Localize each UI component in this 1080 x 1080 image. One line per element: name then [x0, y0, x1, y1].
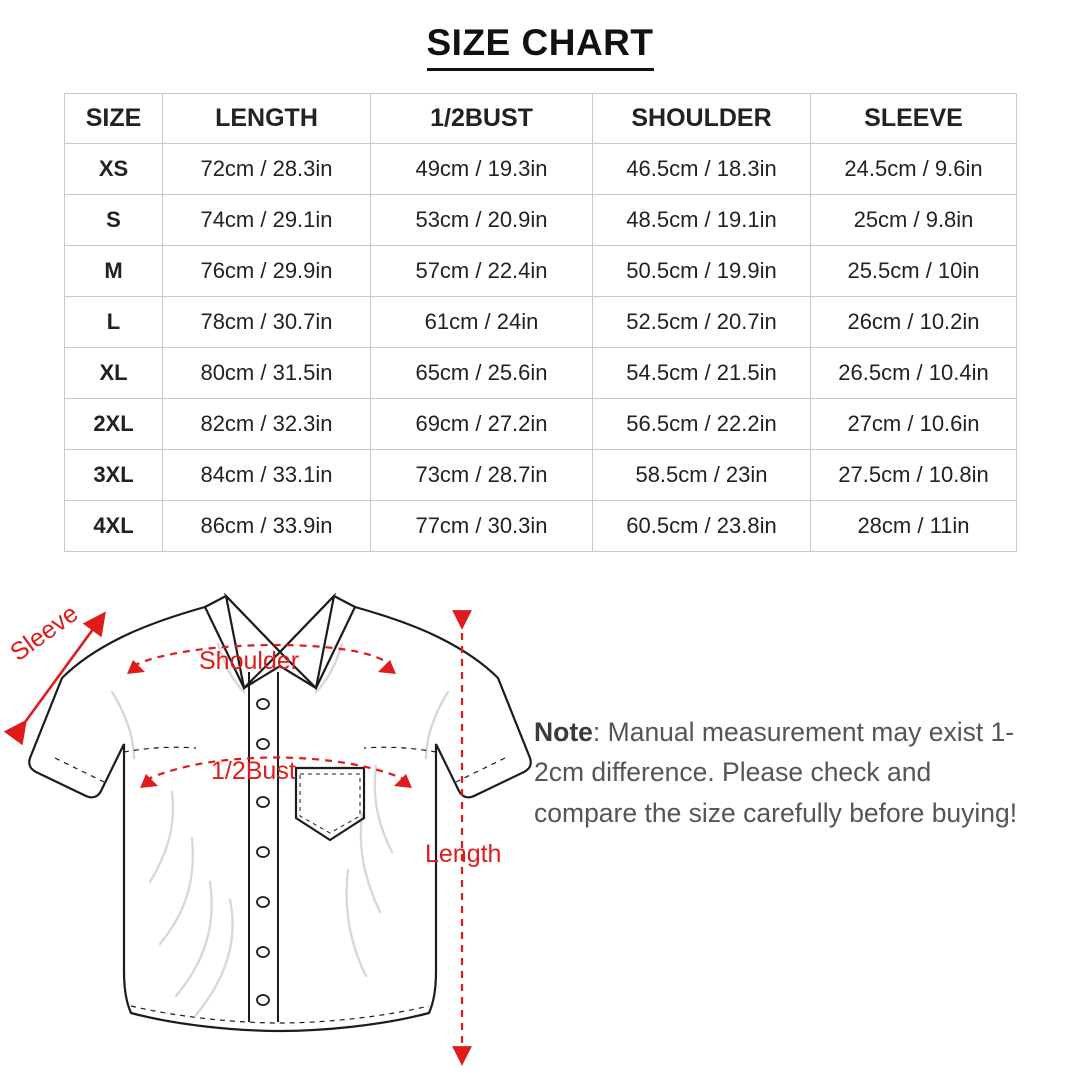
table-header-row — [65, 94, 1017, 144]
cell-sleeve: 24.5cm / 9.6in — [811, 144, 1017, 195]
cell-length: 84cm / 33.1in — [163, 450, 371, 501]
column-header-half-bust: 1/2BUST — [371, 94, 593, 144]
size-chart-table — [64, 93, 1017, 552]
table-row — [65, 348, 1017, 399]
table-row — [65, 144, 1017, 195]
note-separator: : — [592, 717, 608, 747]
table-row — [65, 399, 1017, 450]
cell-length: 86cm / 33.9in — [163, 501, 371, 552]
column-header-sleeve: SLEEVE — [811, 94, 1017, 144]
table-row — [65, 297, 1017, 348]
cell-half-bust: 53cm / 20.9in — [371, 195, 593, 246]
cell-shoulder: 58.5cm / 23in — [593, 450, 811, 501]
cell-size: 4XL — [65, 501, 163, 552]
cell-length: 78cm / 30.7in — [163, 297, 371, 348]
cell-size: 2XL — [65, 399, 163, 450]
cell-sleeve: 28cm / 11in — [811, 501, 1017, 552]
cell-half-bust: 73cm / 28.7in — [371, 450, 593, 501]
cell-half-bust: 77cm / 30.3in — [371, 501, 593, 552]
cell-size: S — [65, 195, 163, 246]
cell-sleeve: 25.5cm / 10in — [811, 246, 1017, 297]
column-header-shoulder: SHOULDER — [593, 94, 811, 144]
cell-size: XS — [65, 144, 163, 195]
cell-sleeve: 26cm / 10.2in — [811, 297, 1017, 348]
label-sleeve: Sleeve — [5, 599, 84, 667]
cell-sleeve: 26.5cm / 10.4in — [811, 348, 1017, 399]
cell-shoulder: 48.5cm / 19.1in — [593, 195, 811, 246]
note-label: Note — [534, 717, 593, 747]
label-half-bust: 1/2Bust — [211, 757, 296, 785]
cell-half-bust: 69cm / 27.2in — [371, 399, 593, 450]
cell-shoulder: 46.5cm / 18.3in — [593, 144, 811, 195]
cell-half-bust: 57cm / 22.4in — [371, 246, 593, 297]
label-length: Length — [425, 840, 502, 868]
table-row — [65, 501, 1017, 552]
cell-half-bust: 65cm / 25.6in — [371, 348, 593, 399]
cell-length: 74cm / 29.1in — [163, 195, 371, 246]
cell-shoulder: 50.5cm / 19.9in — [593, 246, 811, 297]
cell-size: L — [65, 297, 163, 348]
cell-length: 82cm / 32.3in — [163, 399, 371, 450]
cell-size: 3XL — [65, 450, 163, 501]
measurement-note — [534, 712, 1032, 833]
cell-length: 76cm / 29.9in — [163, 246, 371, 297]
column-header-length: LENGTH — [163, 94, 371, 144]
cell-shoulder: 54.5cm / 21.5in — [593, 348, 811, 399]
label-shoulder: Shoulder — [199, 647, 300, 675]
cell-sleeve: 27.5cm / 10.8in — [811, 450, 1017, 501]
page-title-container — [0, 0, 1080, 71]
cell-sleeve: 27cm / 10.6in — [811, 399, 1017, 450]
cell-shoulder: 52.5cm / 20.7in — [593, 297, 811, 348]
table-row — [65, 195, 1017, 246]
cell-size: M — [65, 246, 163, 297]
cell-length: 72cm / 28.3in — [163, 144, 371, 195]
table-row — [65, 450, 1017, 501]
column-header-size: SIZE — [65, 94, 163, 144]
cell-shoulder: 56.5cm / 22.2in — [593, 399, 811, 450]
table-row — [65, 246, 1017, 297]
cell-length: 80cm / 31.5in — [163, 348, 371, 399]
note-text: Manual measurement may exist 1-2cm difference. Please check and compare the size carefully before buying! — [534, 717, 1018, 828]
cell-half-bust: 49cm / 19.3in — [371, 144, 593, 195]
cell-sleeve: 25cm / 9.8in — [811, 195, 1017, 246]
page-title: SIZE CHART — [427, 22, 654, 71]
cell-shoulder: 60.5cm / 23.8in — [593, 501, 811, 552]
cell-half-bust: 61cm / 24in — [371, 297, 593, 348]
size-chart-table-container — [64, 93, 1016, 552]
cell-size: XL — [65, 348, 163, 399]
